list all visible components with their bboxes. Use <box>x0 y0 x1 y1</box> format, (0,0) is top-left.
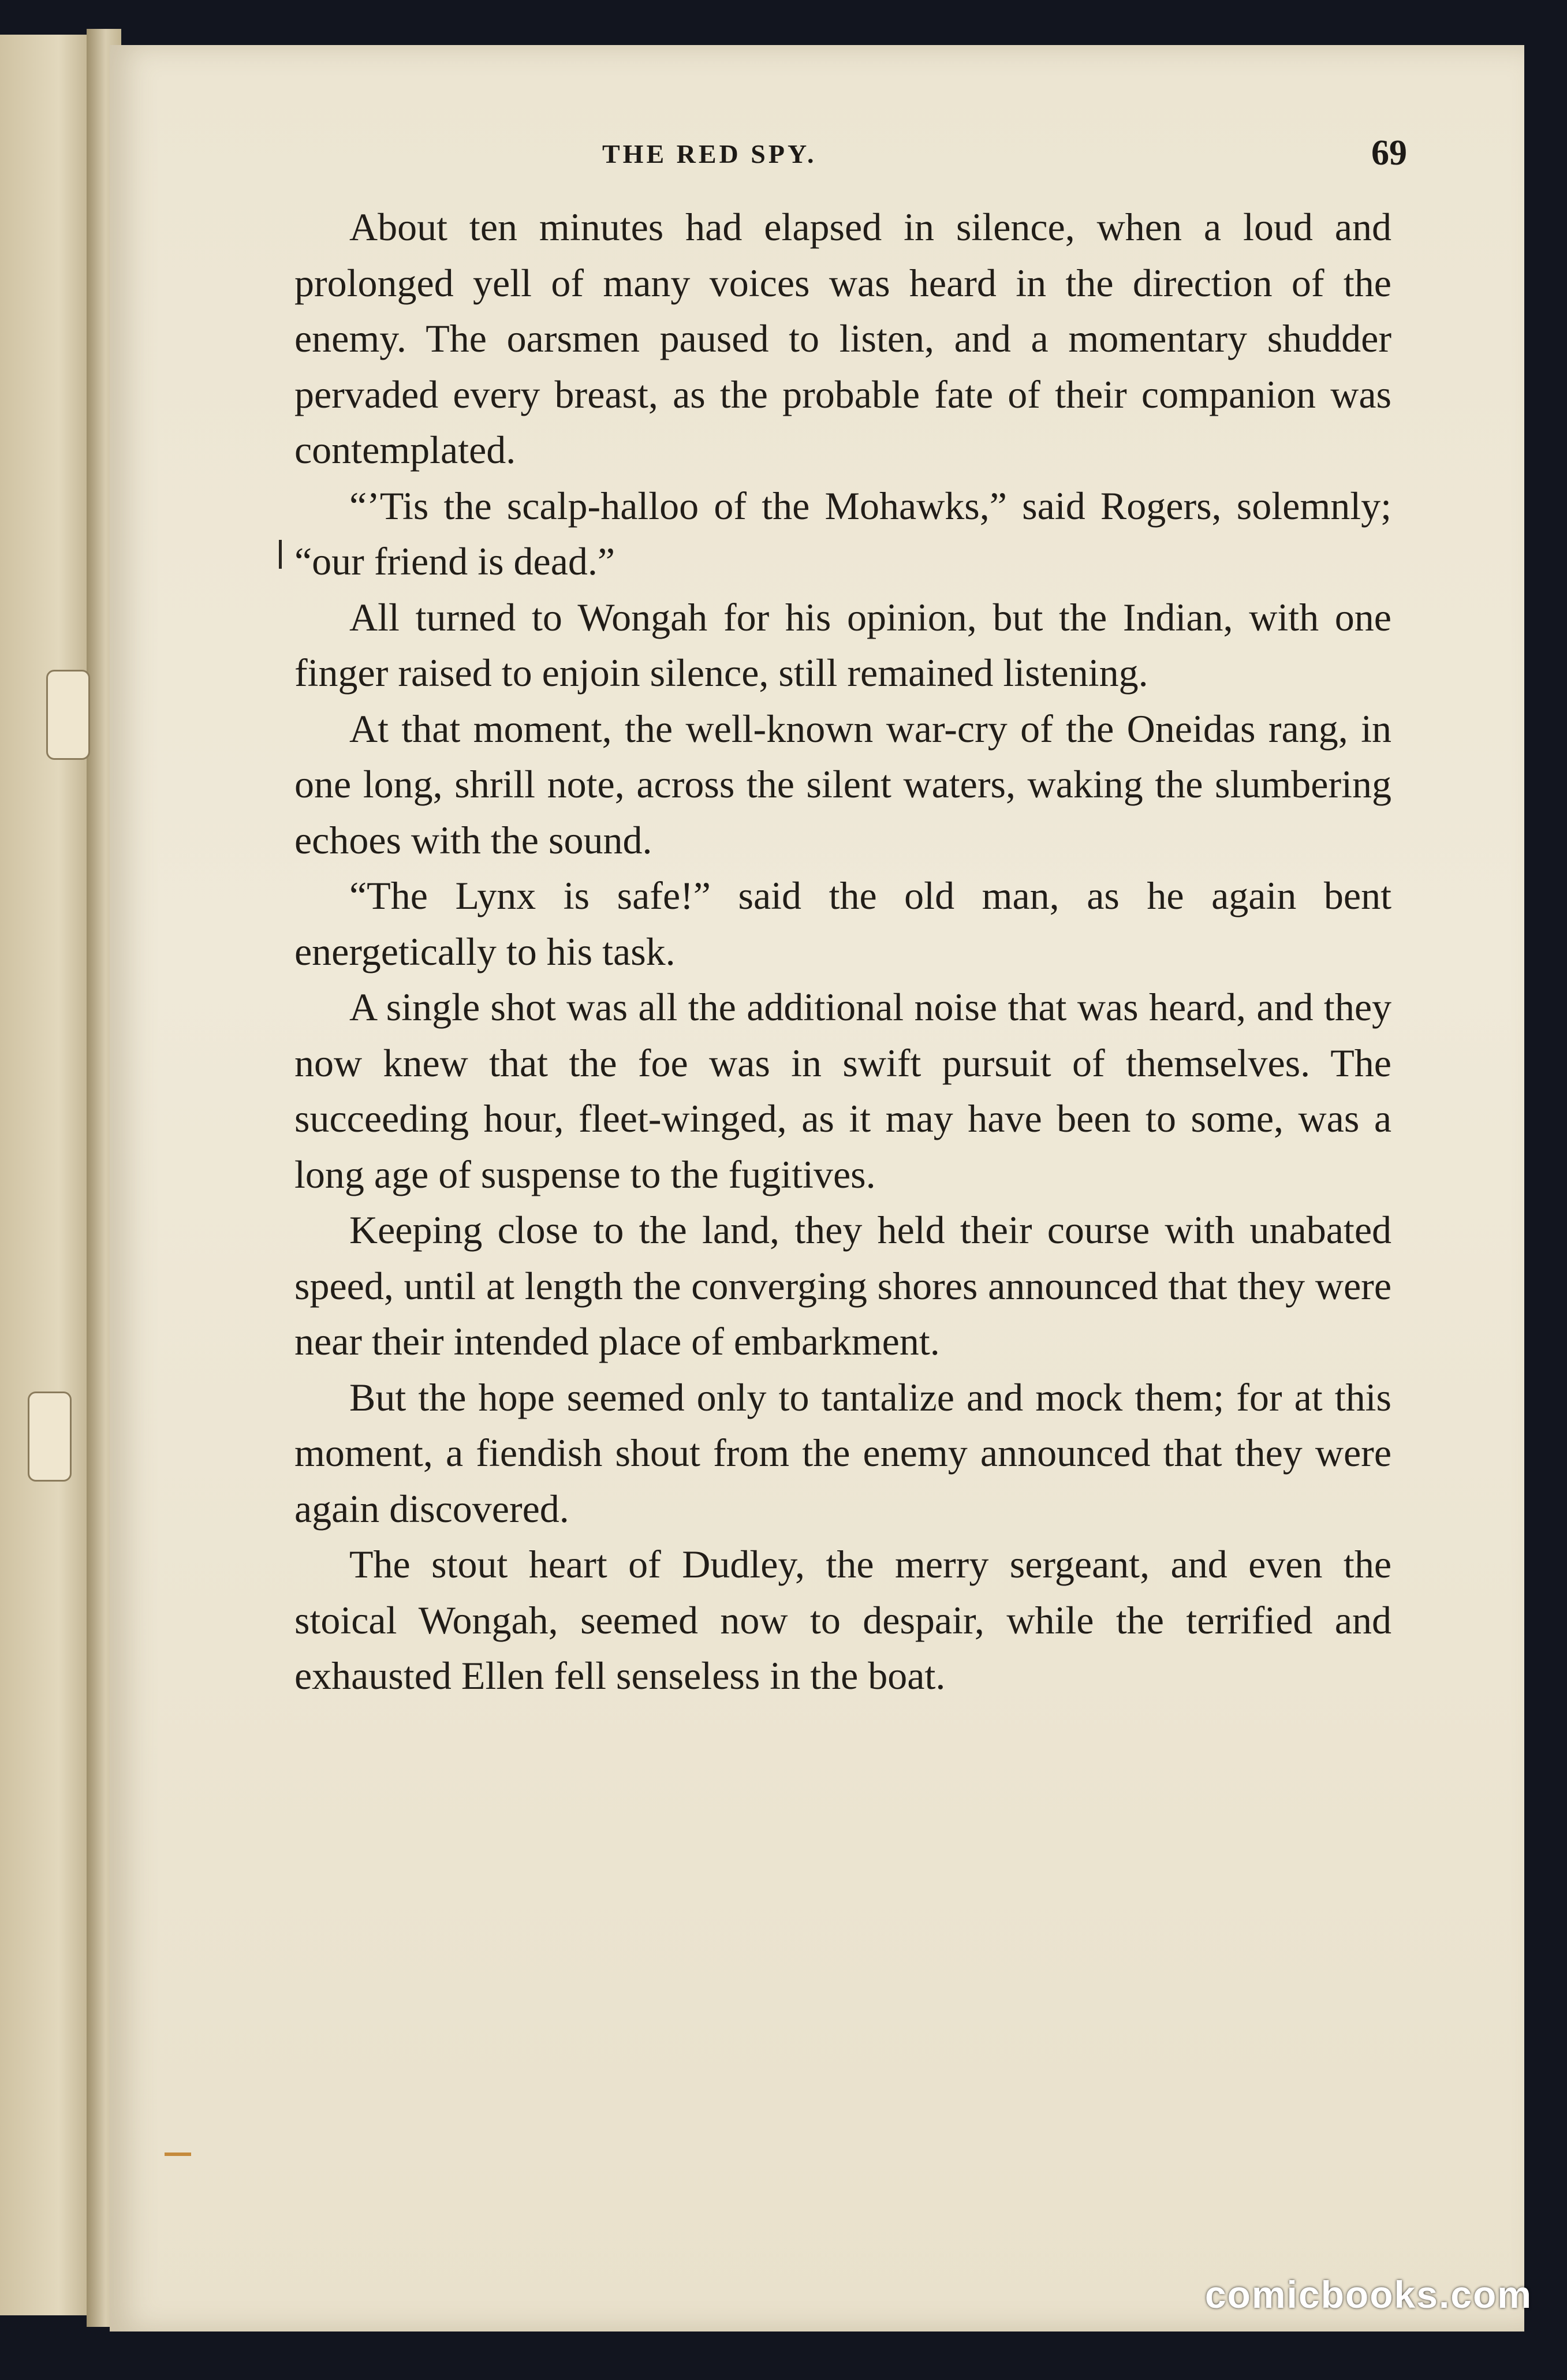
paragraph-4: At that moment, the well-known war-cry of the Oneidas rang, in one long, shrill note, across the silent waters, waking the slumbering echoes with the sound. <box>294 706 1391 862</box>
running-head: THE RED SPY. <box>602 139 817 169</box>
binding-stitch-upper <box>46 670 90 760</box>
paragraph-8: But the hope seemed only to tantalize and mock them; for at this moment, a fiendish shout from the enemy announced that they were again discovered. <box>294 1375 1391 1531</box>
left-page-edge <box>0 35 100 2315</box>
margin-dash <box>165 2153 191 2156</box>
paragraph-2: “’Tis the scalp-halloo of the Mohawks,” said Rogers, solemnly; “our friend is dead.” <box>294 483 1391 583</box>
paragraph-1: About ten minutes had elapsed in silence, when a loud and prolonged yell of many voices was heard in the direction of the enemy. The oarsmen paused to listen, and a momentary shudder pervaded every breast, as the probable fate of their companion was contemplated. <box>294 205 1391 472</box>
paragraph-7: Keeping close to the land, they held their course with unabated speed, until at length the converging shores announced that they were near their intended place of embarkment. <box>294 1208 1391 1363</box>
paragraph-9: The stout heart of Dudley, the merry sergeant, and even the stoical Wongah, seemed now to despair, while the terrified and exhausted Ellen fell senseless in the boat. <box>294 1542 1391 1698</box>
paragraph-6: A single shot was all the additional noise that was heard, and they now knew that the foe was in swift pursuit of themselves. The succeeding hour, fleet-winged, as it may have been to some, was a long age of suspense to the fugitives. <box>294 985 1391 1196</box>
page-body <box>294 199 1391 1704</box>
paragraph-3: All turned to Wongah for his opinion, but the Indian, with one finger raised to enjoin silence, still remained listening. <box>294 595 1391 695</box>
page-number: 69 <box>1371 133 1407 173</box>
paragraph-5: “The Lynx is safe!” said the old man, as he again bent energetically to his task. <box>294 874 1391 973</box>
binding-stitch-lower <box>28 1392 72 1482</box>
watermark: comicbooks.com <box>1204 2273 1532 2316</box>
page-header <box>602 133 1407 179</box>
margin-mark <box>279 540 282 569</box>
